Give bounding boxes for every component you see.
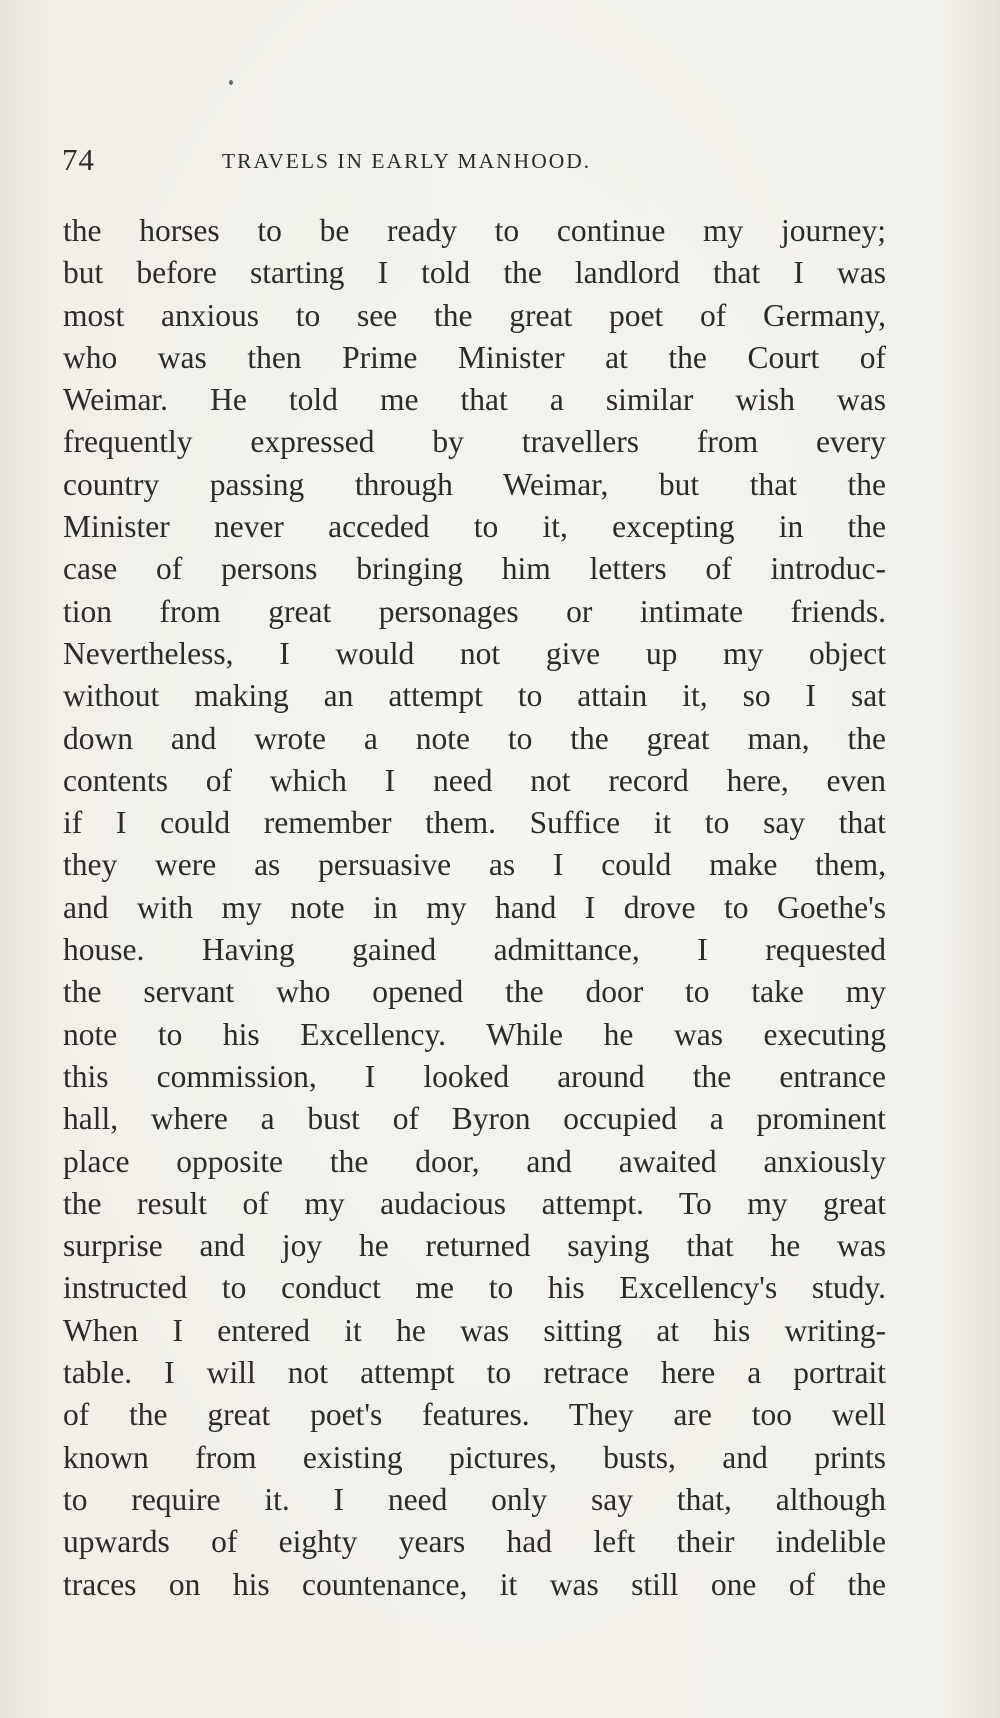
text-line: they were as persuasive as I could make them, bbox=[63, 847, 886, 883]
body-text bbox=[63, 210, 886, 1606]
text-line: contents of which I need not record here, even bbox=[63, 762, 886, 798]
text-line: but before starting I told the landlord that I was bbox=[63, 255, 886, 291]
text-line: the servant who opened the door to take my bbox=[63, 974, 886, 1010]
ink-speck bbox=[229, 80, 233, 85]
page-header bbox=[62, 140, 707, 180]
text-line: and with my note in my hand I drove to Goethe's bbox=[63, 889, 886, 925]
text-line: the result of my audacious attempt. To my great bbox=[63, 1185, 886, 1221]
text-line: Weimar. He told me that a similar wish was bbox=[63, 382, 886, 418]
text-line: Minister never acceded to it, excepting in the bbox=[63, 509, 886, 545]
text-line: to require it. I need only say that, although bbox=[63, 1481, 886, 1517]
text-line: this commission, I looked around the entrance bbox=[63, 1058, 886, 1094]
text-line: if I could remember them. Suffice it to say that bbox=[63, 805, 886, 841]
text-line: most anxious to see the great poet of Germany, bbox=[63, 297, 886, 333]
text-line: traces on his countenance, it was still one of the bbox=[63, 1566, 886, 1602]
page-number: 74 bbox=[62, 142, 95, 177]
text-line: hall, where a bust of Byron occupied a prominent bbox=[63, 1101, 886, 1137]
text-line: the horses to be ready to continue my journey; bbox=[63, 213, 886, 248]
text-line: table. I will not attempt to retrace here a portrait bbox=[63, 1355, 886, 1391]
text-line: frequently expressed by travellers from every bbox=[63, 424, 886, 460]
text-line: down and wrote a note to the great man, the bbox=[63, 720, 886, 756]
text-line: note to his Excellency. While he was executing bbox=[63, 1016, 886, 1052]
text-line: tion from great personages or intimate friends. bbox=[63, 593, 886, 629]
text-line: case of persons bringing him letters of introduc- bbox=[63, 551, 886, 587]
text-line: upwards of eighty years had left their indelible bbox=[63, 1524, 886, 1560]
text-line: who was then Prime Minister at the Court of bbox=[63, 339, 886, 375]
text-line: without making an attempt to attain it, so I sat bbox=[63, 678, 886, 714]
text-line: place opposite the door, and awaited anxiously bbox=[63, 1143, 886, 1179]
text-line: instructed to conduct me to his Excellency's study. bbox=[63, 1270, 886, 1306]
text-line: When I entered it he was sitting at his writing- bbox=[63, 1312, 886, 1348]
text-line: of the great poet's features. They are too well bbox=[63, 1397, 886, 1433]
text-line: country passing through Weimar, but that the bbox=[63, 466, 886, 502]
text-line: surprise and joy he returned saying that he was bbox=[63, 1228, 886, 1264]
text-line: known from existing pictures, busts, and prints bbox=[63, 1439, 886, 1475]
text-line: house. Having gained admittance, I requested bbox=[63, 932, 886, 968]
running-title: TRAVELS IN EARLY MANHOOD. bbox=[222, 149, 592, 173]
text-line: Nevertheless, I would not give up my object bbox=[63, 635, 886, 671]
